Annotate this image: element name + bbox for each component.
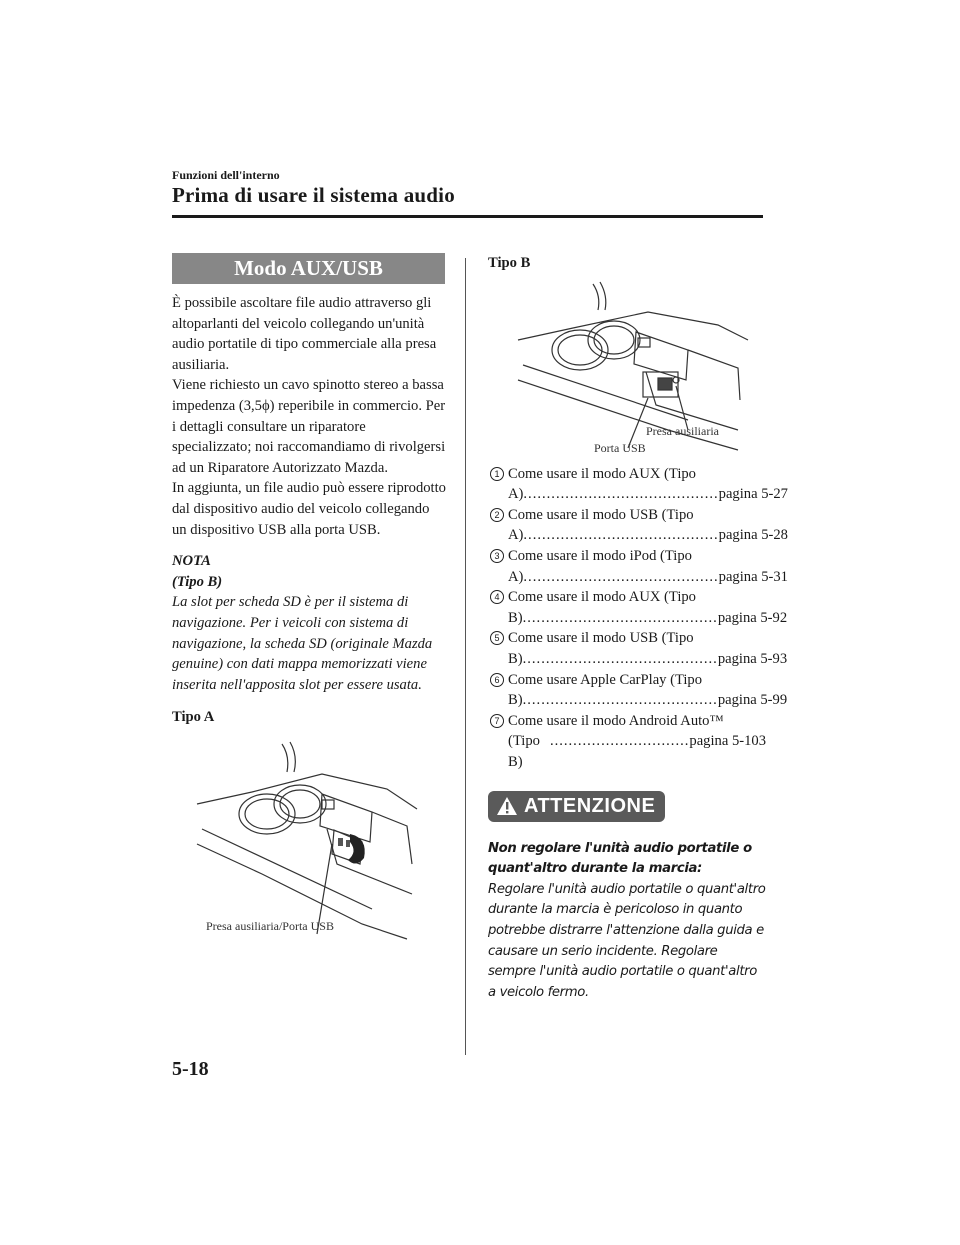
page-reference: pagina 5-27 — [718, 486, 788, 503]
item-title-cont: B) — [508, 650, 523, 667]
cable-paragraph: Viene richiesto un cavo spinotto stereo a bassa impedenza (3,5ϕ) reperibile in commercio. Per i dettagli consultare un riparatore specializzato; noi raccomandiamo di rivolgersi ad un Riparatore Autorizzato Mazda. — [172, 377, 446, 476]
item-title-cont: A) — [508, 568, 524, 585]
number-badge: 2 — [490, 508, 504, 522]
tipo-b-label: Tipo B — [488, 255, 531, 271]
list-item[interactable] — [488, 628, 788, 669]
number-badge: 1 — [490, 467, 504, 481]
item-title-cont: B) — [508, 609, 523, 626]
warning-text-block — [488, 839, 766, 1004]
item-title: Come usare il modo Android Auto™ — [508, 712, 724, 729]
item-title: Come usare il modo USB (Tipo — [508, 630, 694, 647]
nota-label: NOTA — [172, 553, 211, 570]
leader-dots: .......................................... — [522, 650, 718, 667]
list-item[interactable] — [488, 546, 788, 587]
number-badge: 5 — [490, 631, 504, 645]
aux-port-label: Presa ausiliaria — [646, 423, 719, 438]
tipo-a-illustration — [172, 734, 447, 944]
number-badge: 4 — [490, 590, 504, 604]
number-badge: 3 — [490, 549, 504, 563]
item-title: Come usare Apple CarPlay (Tipo — [508, 671, 703, 688]
nota-block — [172, 551, 447, 695]
page-reference: pagina 5-99 — [717, 692, 788, 709]
page-reference: pagina 5-92 — [717, 609, 788, 626]
page-reference: pagina 5-103 — [689, 733, 766, 750]
leader-dots: .......................................... — [522, 609, 718, 626]
warning-body: Regolare l'unità audio portatile o quant'altro durante la marcia è pericoloso in quanto potrebbe distrarre l'attenzione dalla guida e causare un serio incidente. Regolare sempre l'unità audio portatile o quant'altro a veicolo fermo. — [488, 881, 766, 1000]
page-reference: pagina 5-31 — [718, 568, 788, 585]
right-column — [488, 253, 788, 1003]
item-title: Come usare il modo iPod (Tipo — [508, 547, 692, 564]
page-title: Prima di usare il sistema audio — [172, 183, 455, 207]
section-heading: Modo AUX/USB — [172, 253, 445, 284]
number-badge: 7 — [490, 714, 504, 728]
warning-triangle-icon — [496, 796, 518, 816]
item-title-cont: A) — [508, 527, 524, 544]
warning-label: ATTENZIONE — [524, 794, 656, 817]
list-item[interactable] — [488, 711, 766, 773]
tipo-b-illustration — [488, 280, 766, 458]
item-title-cont: A) — [508, 486, 524, 503]
list-item[interactable] — [488, 464, 788, 505]
tipo-a-label: Tipo A — [172, 709, 215, 726]
warning-headline: Non regolare l'unità audio portatile o quant'altro durante la marcia: — [488, 840, 752, 877]
leader-dots: .......................................... — [523, 486, 719, 503]
section-label: Funzioni dell'interno — [172, 168, 280, 182]
reference-list — [488, 464, 788, 773]
nota-sub: (Tipo B) — [172, 573, 223, 590]
list-item[interactable] — [488, 587, 788, 628]
left-column — [172, 253, 447, 944]
leader-dots: .......................................... — [523, 568, 719, 585]
number-badge: 6 — [490, 673, 504, 687]
item-title: Come usare il modo AUX (Tipo — [508, 465, 696, 482]
page-number: 5-18 — [172, 1058, 209, 1080]
leader-dots: .......................................... — [522, 692, 718, 709]
nota-text: La slot per scheda SD è per il sistema di navigazione. Per i veicoli con sistema di navigazione, la scheda SD (originale Mazda genuine) con dati mappa memorizzati viene inserita nell'apposita slot per essere usata. — [172, 594, 433, 693]
list-item[interactable] — [488, 505, 788, 546]
page-reference: pagina 5-28 — [718, 527, 788, 544]
item-title-cont: B) — [508, 692, 523, 709]
list-item[interactable] — [488, 670, 788, 711]
leader-dots: .............................. — [549, 733, 690, 750]
title-rule — [172, 215, 763, 218]
item-title: Come usare il modo AUX (Tipo — [508, 589, 696, 606]
figure-caption: Presa ausiliaria/Porta USB — [206, 918, 334, 933]
warning-badge — [488, 791, 665, 822]
leader-dots: .......................................... — [523, 527, 719, 544]
page-reference: pagina 5-93 — [717, 650, 788, 667]
intro-paragraph: È possibile ascoltare file audio attraverso gli altoparlanti del veicolo collegando un'unità audio portatile di tipo commerciale alla presa ausiliaria. — [172, 295, 437, 373]
item-title-cont: (Tipo B) — [508, 733, 540, 770]
item-title: Come usare il modo USB (Tipo — [508, 506, 694, 523]
usb-port-label: Porta USB — [594, 440, 646, 455]
column-divider — [465, 258, 466, 1055]
usb-paragraph: In aggiunta, un file audio può essere riprodotto dal dispositivo audio del veicolo collegando un dispositivo USB alla porta USB. — [172, 480, 446, 538]
